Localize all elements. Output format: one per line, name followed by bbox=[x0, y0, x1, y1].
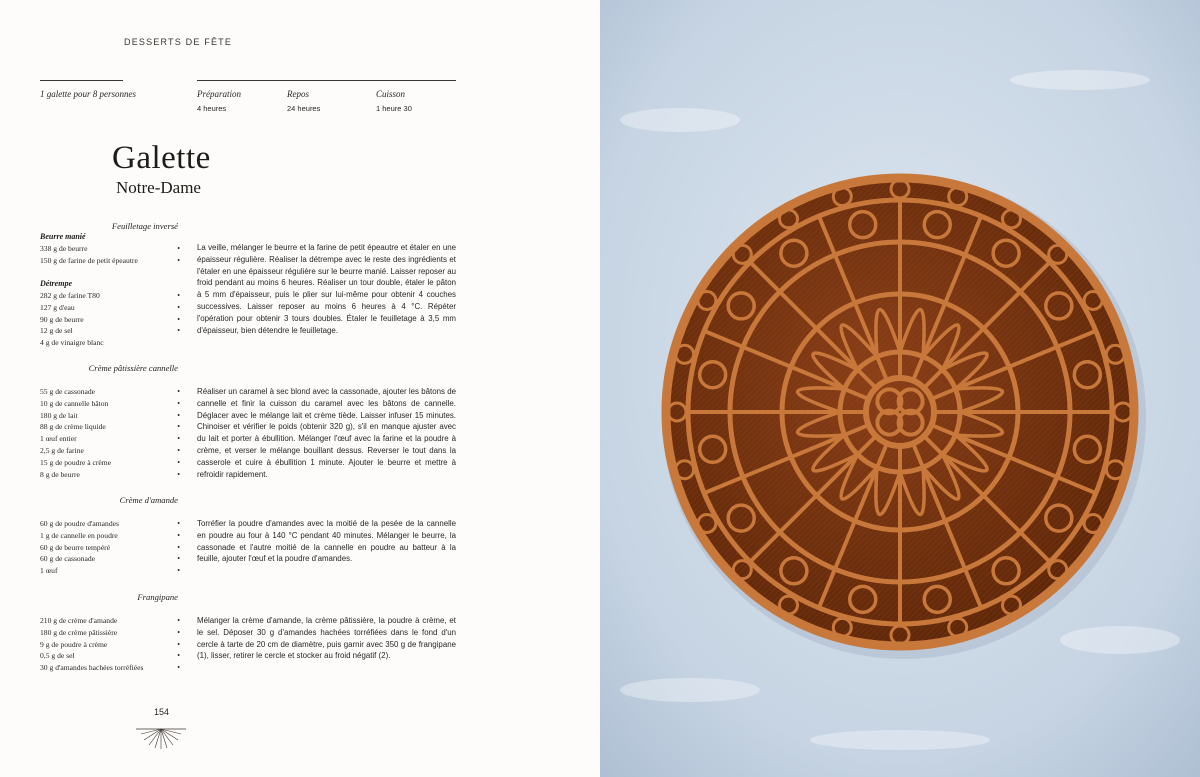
section-title-creme-patissiere: Crème pâtissière cannelle bbox=[88, 363, 178, 373]
ingredient-item: 30 g d'amandes hachées torréfiées • bbox=[40, 663, 180, 673]
ingredient-item: 60 g de poudre d'amandes • bbox=[40, 519, 180, 528]
galette-photo bbox=[600, 0, 1200, 777]
ingredient-item: 150 g de farine de petit épeautre • bbox=[40, 255, 180, 265]
ingredient-item: 88 g de crème liquide • bbox=[40, 422, 180, 432]
divider-right bbox=[197, 80, 456, 81]
section-title-creme-amande: Crème d'amande bbox=[119, 495, 178, 505]
ingredient-item: 1 œuf entier • bbox=[40, 434, 180, 444]
method-feuilletage: La veille, mélanger le beurre et la farine de petit épeautre et étaler en une épaisseur régulière. Réaliser la détrempe avec le reste des ingrédients et l'étaler en une épaisseur régulière sur le beurre manié. Laisser reposer au froid pendant au moins 6 heures. Réaliser un tour double, étaler le pâton à 5 mm d'épaisseur, puis le plier sur lui-même pour obtenir 4 couches successives. Laisser reposer au moins 6 heures à 4 °C. Répéter l'opération pour obtenir 3 tours doubles. Étaler le feuilletage à 3,5 mm d'épaisseur, bien détendre le feuilletage. bbox=[197, 243, 456, 335]
page-number: 154 bbox=[154, 707, 170, 717]
method-creme-patissiere: Réaliser un caramel à sec blond avec la cassonade, ajouter les bâtons de cannelle et finir la cuisson du caramel avec les bâtons de cannelle. Déglacer avec le mélange lait et crème tiède. Laisser infuser 15 minutes. Chinoiser et vérifier le poids (obtenir 320 g), s'il en manque ajuster avec du lait et porter à ébullition. Mélanger l'œuf avec la farine et la poudre à crème, et verser le mélange bouillant dessus. Reverser le tout dans la casserole et cuire à ébullition 1 minute. Ajouter le beurre et mettre à refroidir rapidement. bbox=[197, 387, 456, 479]
sunburst-ornament-icon bbox=[136, 725, 186, 751]
ingredient-item: 55 g de cassonade • bbox=[40, 387, 180, 396]
ingredient-item: 90 g de beurre • bbox=[40, 314, 180, 324]
ingredient-item: 9 g de poudre à crème • bbox=[40, 639, 180, 649]
recipe-subtitle: Notre-Dame bbox=[116, 178, 201, 197]
rest-value: 24 heures bbox=[287, 104, 321, 113]
rest-label: Repos bbox=[287, 89, 309, 99]
ingredient-list-creme-amande bbox=[40, 518, 180, 577]
ingredient-item: 1 œuf • bbox=[40, 566, 180, 576]
ingredient-list-detrempe bbox=[40, 290, 180, 349]
section-tag: DESSERTS DE FÊTE bbox=[124, 37, 233, 47]
method-creme-amande: Torréfier la poudre d'amandes avec la moitié de la pesée de la cannelle en poudre au four à 140 °C pendant 40 minutes. Mélanger le beurre, la cassonade et l'autre moitié de la cannelle en poudre au batteur à la feuille, ajouter l'œuf et la poudre d'amandes. bbox=[197, 519, 456, 564]
ingredient-item: 12 g de sel • bbox=[40, 326, 180, 336]
ingredient-item: 15 g de poudre à crème • bbox=[40, 457, 180, 467]
method-frangipane: Mélanger la crème d'amande, la crème pâtissière, la poudre à crème, et le sel. Déposer 30 g d'amandes hachées torréfiées dans le fond d'un cercle à tarte de 20 cm de diamètre, puis garnir avec 350 g de frangipane (1), lisser, retirer le cercle et stocker au froid négatif (2). bbox=[197, 616, 456, 661]
galette-photo-image bbox=[600, 0, 1200, 777]
prep-value: 4 heures bbox=[197, 104, 227, 113]
cook-value: 1 heure 30 bbox=[376, 104, 412, 113]
ingredient-item: 1 g de cannelle en poudre • bbox=[40, 530, 180, 540]
ingredient-item: 210 g de crème d'amande • bbox=[40, 616, 180, 625]
ingredient-item: 8 g de beurre • bbox=[40, 469, 180, 479]
ingredient-item: 282 g de farine T80 • bbox=[40, 291, 180, 300]
ingredient-item: 10 g de cannelle bâton • bbox=[40, 398, 180, 408]
section-title-frangipane: Frangipane bbox=[137, 592, 178, 602]
ingredient-item: 127 g d'eau • bbox=[40, 302, 180, 312]
yield-text: 1 galette pour 8 personnes bbox=[40, 89, 136, 99]
ingredient-item: 2,5 g de farine • bbox=[40, 445, 180, 455]
recipe-title: Galette bbox=[112, 140, 211, 176]
ingredient-item: 60 g de beurre tempéré • bbox=[40, 542, 180, 552]
prep-label: Préparation bbox=[197, 89, 241, 99]
group-title-detrempe: Détrempe bbox=[40, 279, 72, 288]
ingredient-item: 4 g de vinaigre blanc bbox=[40, 338, 104, 348]
ingredient-item: 60 g de cassonade • bbox=[40, 554, 180, 564]
group-title-beurre-manie: Beurre manié bbox=[40, 232, 86, 241]
ingredient-item: 338 g de beurre • bbox=[40, 244, 180, 253]
divider-left bbox=[40, 80, 123, 81]
ingredient-item: 0,5 g de sel • bbox=[40, 651, 180, 661]
cook-label: Cuisson bbox=[376, 89, 406, 99]
ingredient-list-creme-patissiere bbox=[40, 386, 180, 480]
ingredient-list-beurre-manie bbox=[40, 243, 180, 267]
section-title-feuilletage: Feuilletage inversé bbox=[111, 221, 178, 231]
ingredient-item: 180 g de lait • bbox=[40, 410, 180, 420]
ingredient-list-frangipane bbox=[40, 615, 180, 674]
ingredient-item: 180 g de crème pâtissière • bbox=[40, 627, 180, 637]
